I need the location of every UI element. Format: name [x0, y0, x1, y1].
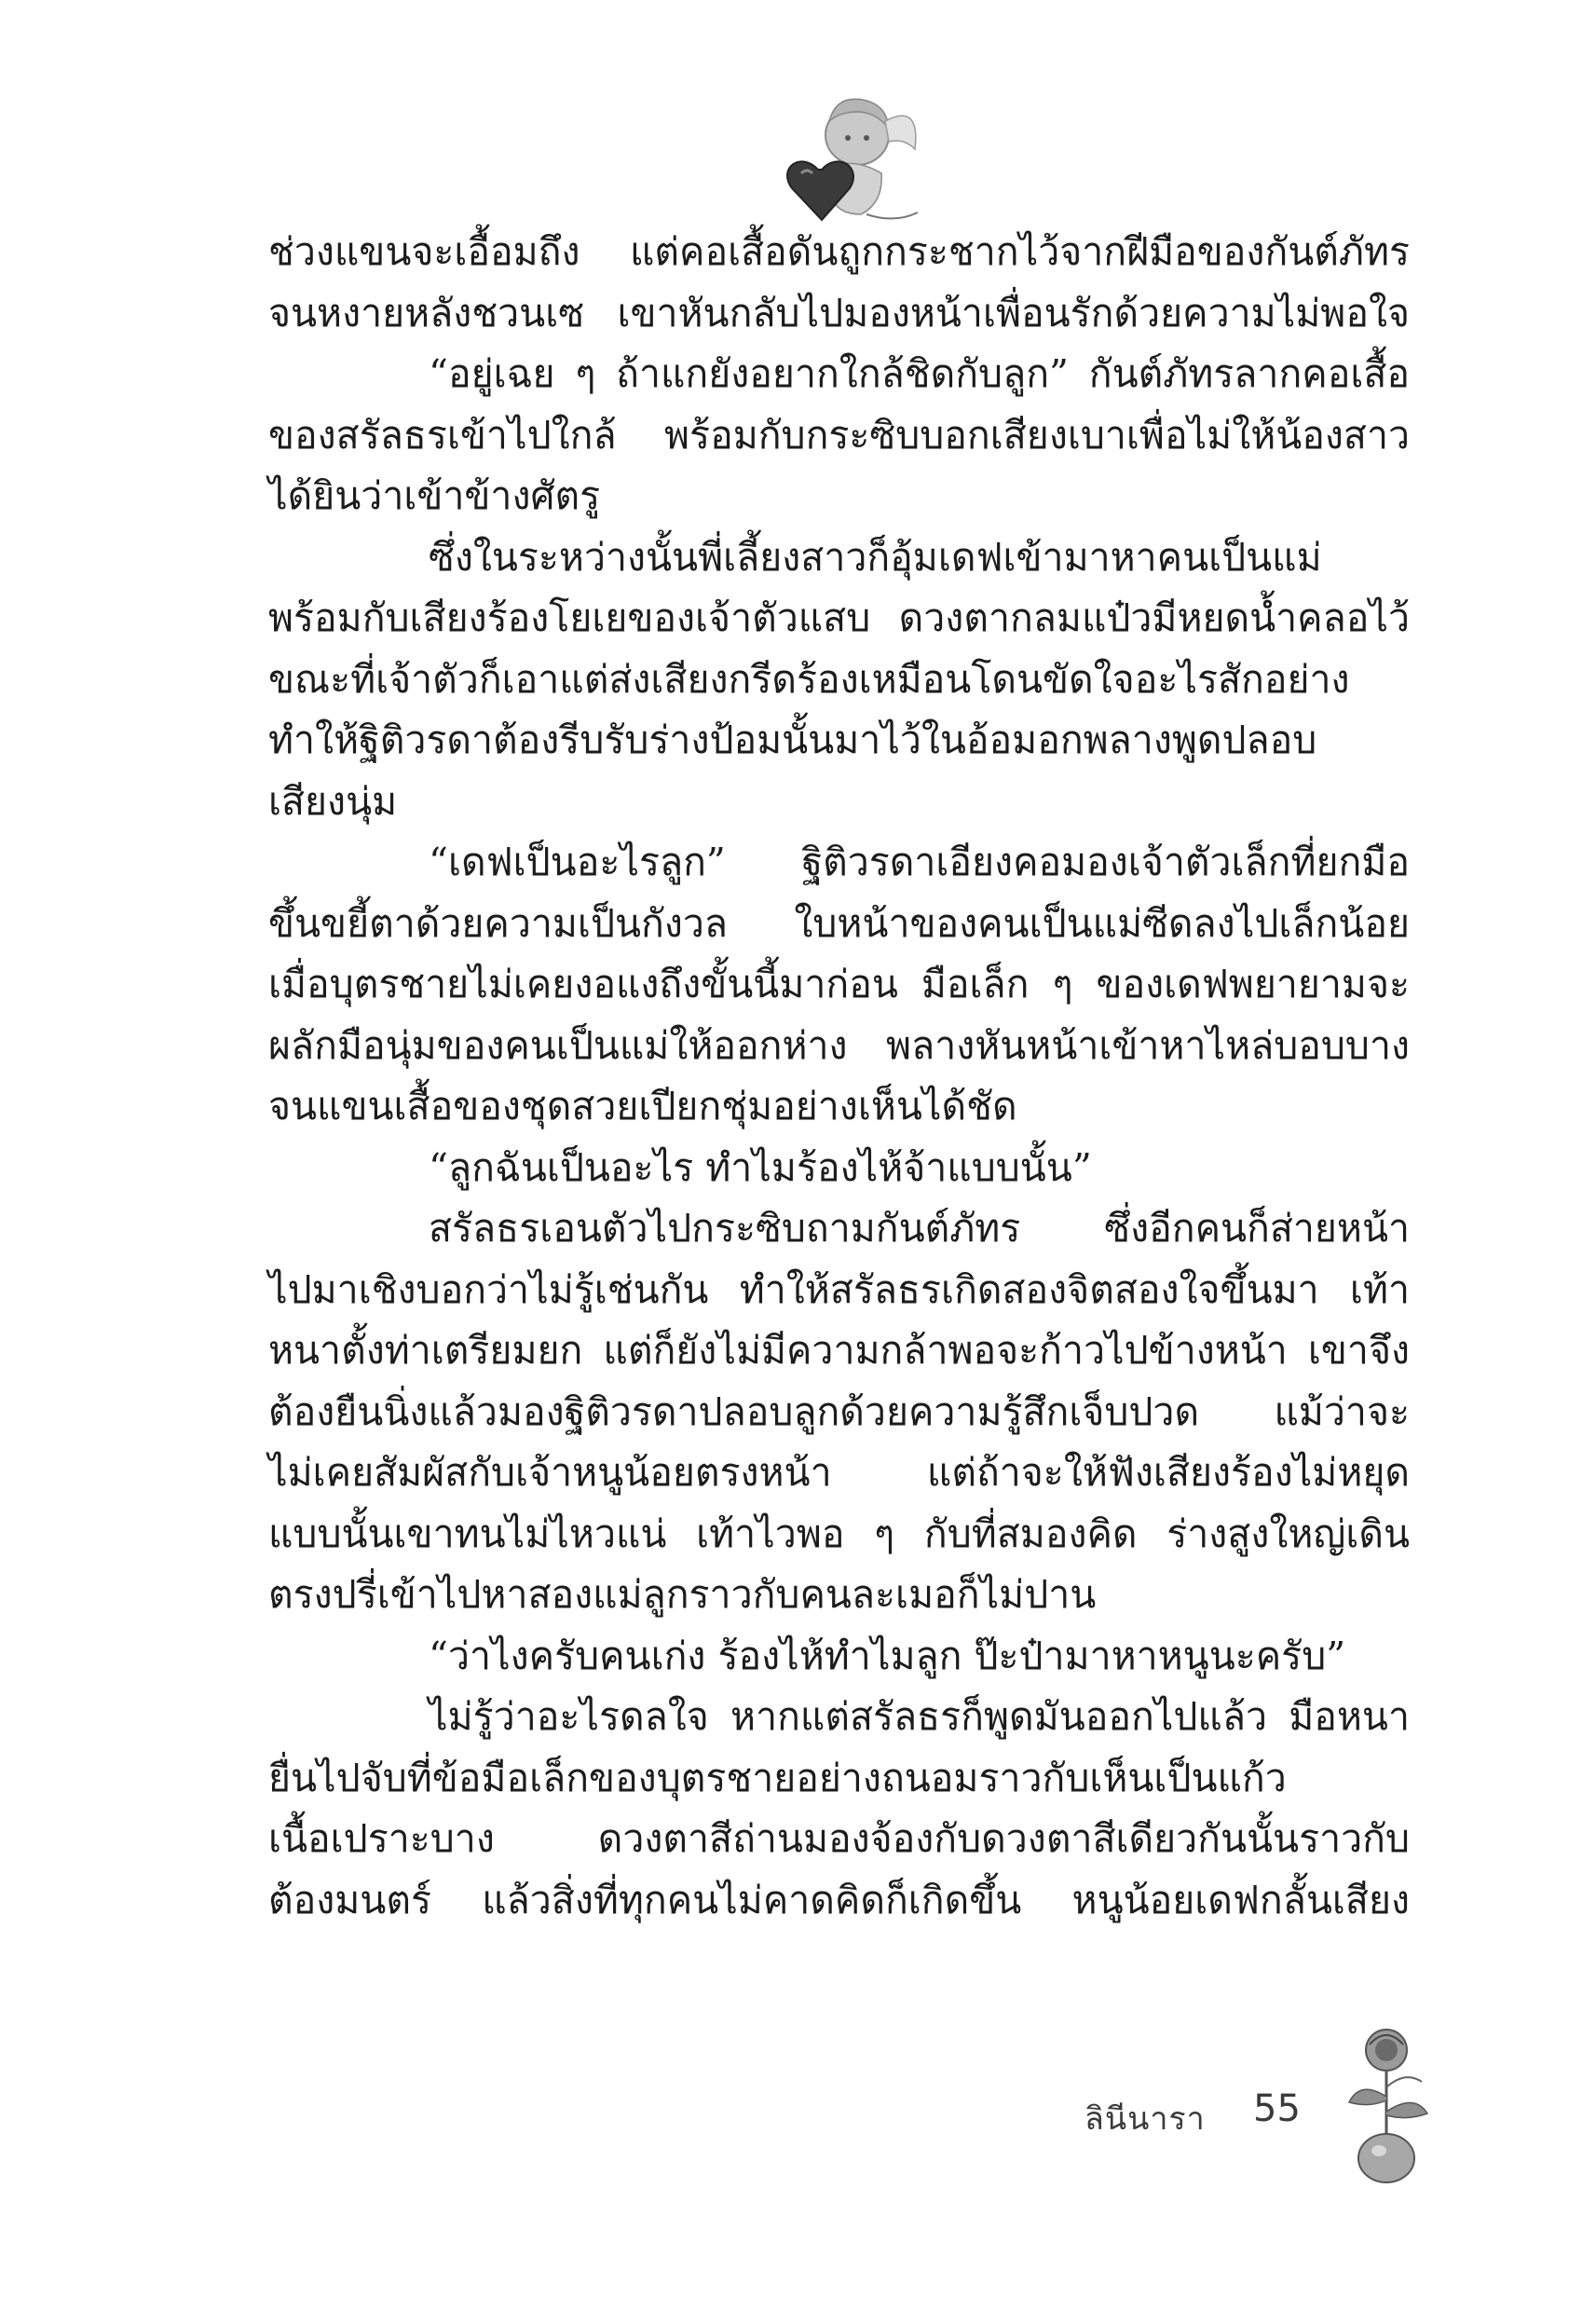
text-line: ขณะที่เจ้าตัวก็เอาแต่ส่งเสียงกรีดร้องเหมือนโดนขัดใจอะไรสักอย่าง [268, 656, 1350, 702]
text-line: ต้องมนตร์ แล้วสิ่งที่ทุกคนไม่คาดคิดก็เกิดขึ้น หนูน้อยเดฟกลั้นเสียง [268, 1877, 1410, 1922]
footer-book-title: ลินีนารา [1084, 2100, 1206, 2138]
text-line: “ลูกฉันเป็นอะไร ทำไมร้องไห้จ้าแบบนั้น” [429, 1144, 1092, 1190]
text-line: ไปมาเชิงบอกว่าไม่รู้เช่นกัน ทำให้สรัลธรเกิดสองจิตสองใจขึ้นมา เท้า [268, 1266, 1410, 1312]
page-number: 55 [1253, 2087, 1301, 2130]
text-line: “เดฟเป็นอะไรลูก” ฐิติวรดาเอียงคอมองเจ้าตัวเล็กที่ยกมือ [429, 840, 1410, 884]
text-line: ไม่รู้ว่าอะไรดลใจ หากแต่สรัลธรก็พูดมันออกไปแล้ว มือหนา [429, 1694, 1410, 1739]
text-line: เมื่อบุตรชายไม่เคยงอแงถึงขั้นนี้มาก่อน มือเล็ก ๆ ของเดฟพยายามจะ [268, 962, 1410, 1006]
text-line: ยื่นไปจับที่ข้อมือเล็กของบุตรชายอย่างถนอมราวกับเห็นเป็นแก้ว [268, 1755, 1287, 1800]
text-line: ของสรัลธรเข้าไปใกล้ พร้อมกับกระซิบบอกเสียงเบาเพื่อไม่ให้น้องสาว [268, 412, 1410, 458]
cupid-holding-heart-icon [764, 84, 932, 233]
text-line: ซึ่งในระหว่างนั้นพี่เลี้ยงสาวก็อุ้มเดฟเข้ามาหาคนเป็นแม่ [429, 534, 1322, 580]
text-line: ผลักมือนุ่มของคนเป็นแม่ให้ออกห่าง พลางหันหน้าเข้าหาไหล่บอบบาง [268, 1022, 1410, 1068]
flower-vase-icon [1332, 2022, 1444, 2185]
text-line: ขึ้นขยี้ตาด้วยความเป็นกังวล ใบหน้าของคนเป็นแม่ซีดลงไปเล็กน้อย [268, 900, 1410, 946]
text-line: ตรงปรี่เข้าไปหาสองแม่ลูกราวกับคนละเมอก็ไม่ปาน [268, 1572, 1097, 1617]
story-text [268, 222, 1410, 1931]
text-line: “ว่าไงครับคนเก่ง ร้องไห้ทำไมลูก ป๊ะป๋ามาหาหนูนะครับ” [429, 1633, 1346, 1678]
text-line: “อยู่เฉย ๆ ถ้าแกยังอยากใกล้ชิดกับลูก” กันต์ภัทรลากคอเสื้อ [429, 351, 1410, 396]
text-line: เนื้อเปราะบาง ดวงตาสีถ่านมองจ้องกับดวงตาสีเดียวกันนั้นราวกับ [268, 1816, 1410, 1861]
text-line: หนาตั้งท่าเตรียมยก แต่ก็ยังไม่มีความกล้าพอจะก้าวไปข้างหน้า เขาจึง [268, 1328, 1410, 1373]
text-line: จนหงายหลังชวนเซ เขาหันกลับไปมองหน้าเพื่อนรักด้วยความไม่พอใจ [268, 290, 1410, 335]
text-line: ไม่เคยสัมผัสกับเจ้าหนูน้อยตรงหน้า แต่ถ้าจะให้ฟังเสียงร้องไม่หยุด [268, 1450, 1410, 1495]
text-line: พร้อมกับเสียงร้องโยเยของเจ้าตัวแสบ ดวงตากลมแป๋วมีหยดน้ำคลอไว้ [268, 595, 1410, 640]
text-line: ได้ยินว่าเข้าข้างศัตรู [268, 473, 601, 518]
text-line: ต้องยืนนิ่งแล้วมองฐิติวรดาปลอบลูกด้วยความรู้สึกเจ็บปวด แม้ว่าจะ [268, 1388, 1410, 1434]
text-line: ทำให้ฐิติวรดาต้องรีบรับร่างป้อมนั้นมาไว้ในอ้อมอกพลางพูดปลอบ [268, 718, 1317, 762]
text-line: แบบนั้นเขาทนไม่ไหวแน่ เท้าไวพอ ๆ กับที่สมองคิด ร่างสูงใหญ่เดิน [268, 1511, 1410, 1556]
text-line: ช่วงแขนจะเอื้อมถึง แต่คอเสื้อดันถูกกระชากไว้จากฝีมือของกันต์ภัทร [268, 229, 1410, 274]
text-line: สรัลธรเอนตัวไปกระซิบถามกันต์ภัทร ซึ่งอีกคนก็ส่ายหน้า [429, 1206, 1410, 1251]
text-line: เสียงนุ่ม [268, 778, 398, 824]
text-line: จนแขนเสื้อของชุดสวยเปียกชุ่มอย่างเห็นได้ชัด [268, 1084, 1017, 1128]
